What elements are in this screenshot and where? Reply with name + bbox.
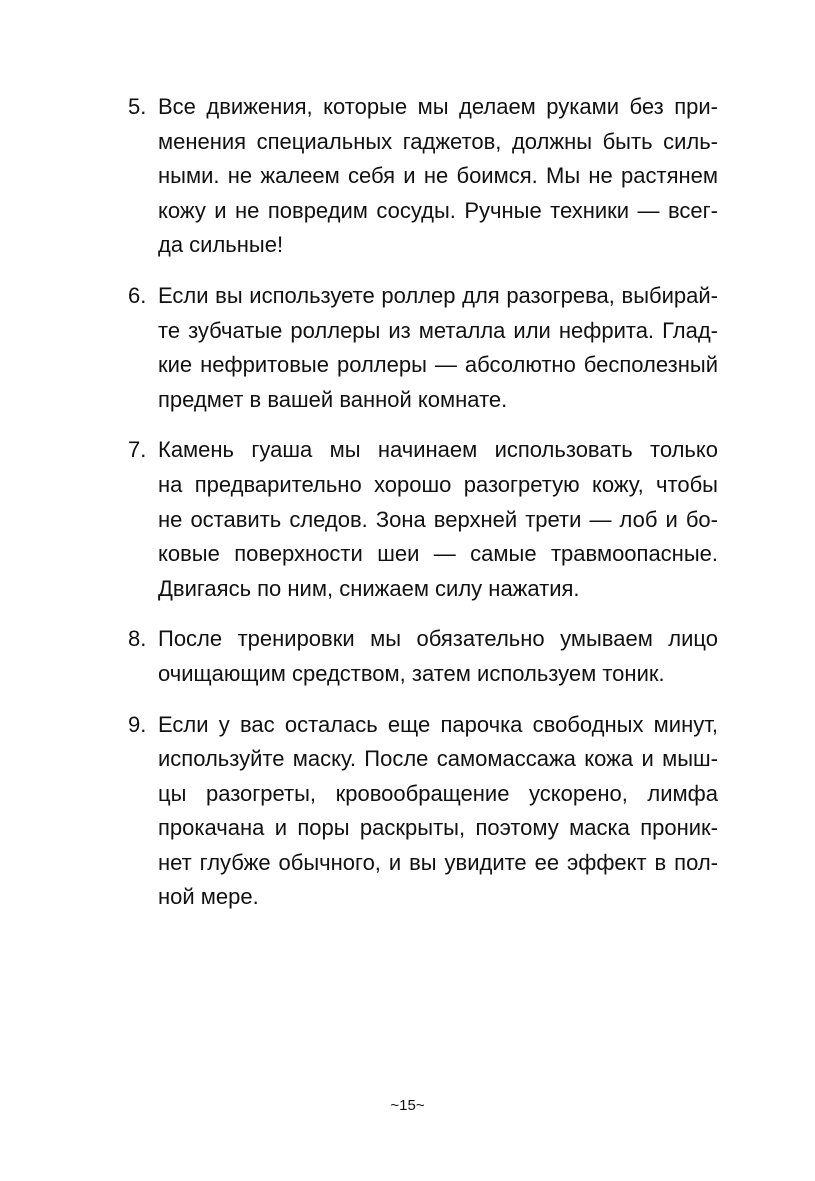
text-line: Если вы используете роллер для разогрева, выбирай- xyxy=(158,282,718,308)
text-line: прокачана и поры раскрыты, поэтому маска проник- xyxy=(158,815,718,841)
list-item-number: 6. xyxy=(128,282,147,308)
text-line: Все движения, которые мы делаем руками без при- xyxy=(158,94,718,119)
text-line: Если у вас осталась еще парочка свободных минут, xyxy=(158,711,718,737)
text-line: ковые поверхности шеи — самые травмоопасные. xyxy=(158,541,718,567)
text-line: те зубчатые роллеры из металла или нефрита. Глад- xyxy=(158,317,718,343)
list-item-9 xyxy=(128,708,718,916)
text-line: цы разогреты, кровообращение ускорено, лимфа xyxy=(158,780,718,806)
text-line: менения специальных гаджетов, должны быть силь- xyxy=(158,128,718,154)
text-line: очищающим средством, затем используем тоник. xyxy=(158,660,665,686)
text-line: кие нефритовые роллеры — абсолютно бесполезный xyxy=(158,352,718,378)
text-line: Камень гуаша мы начинаем использовать только xyxy=(158,437,718,463)
list-item-text xyxy=(158,433,718,606)
list-item-number: 9. xyxy=(128,711,147,737)
list-item-text xyxy=(158,90,718,263)
text-line: Двигаясь по ним, снижаем силу нажатия. xyxy=(158,575,580,601)
list-item-text xyxy=(158,708,718,916)
text-line: После тренировки мы обязательно умываем лицо xyxy=(158,626,718,652)
list-item-5 xyxy=(128,90,718,263)
list-item-number: 5. xyxy=(128,94,147,119)
text-line: используйте маску. После самомассажа кожа и мыш- xyxy=(158,746,718,772)
list-item-8 xyxy=(128,622,718,691)
list-item-text xyxy=(158,279,718,417)
text-line: да сильные! xyxy=(158,232,284,258)
text-line: на предварительно хорошо разогретую кожу, чтобы xyxy=(158,471,718,497)
text-line: кожу и не повредим сосуды. Ручные техники — всег- xyxy=(158,197,718,223)
numbered-list xyxy=(128,90,718,931)
list-item-6 xyxy=(128,279,718,417)
text-line: нет глубже обычного, и вы увидите ее эффект в пол- xyxy=(158,849,718,875)
text-line: предмет в вашей ванной комнате. xyxy=(158,386,508,412)
page-number: ~15~ xyxy=(390,1097,425,1114)
list-item-text xyxy=(158,622,718,691)
list-item-number: 7. xyxy=(128,437,147,463)
text-line: не оставить следов. Зона верхней трети — лоб и бо- xyxy=(158,506,718,532)
text-line: ными. не жалеем себя и не боимся. Мы не растянем xyxy=(158,163,718,189)
text-line: ной мере. xyxy=(158,884,259,910)
list-item-number: 8. xyxy=(128,626,147,652)
list-item-7 xyxy=(128,433,718,606)
